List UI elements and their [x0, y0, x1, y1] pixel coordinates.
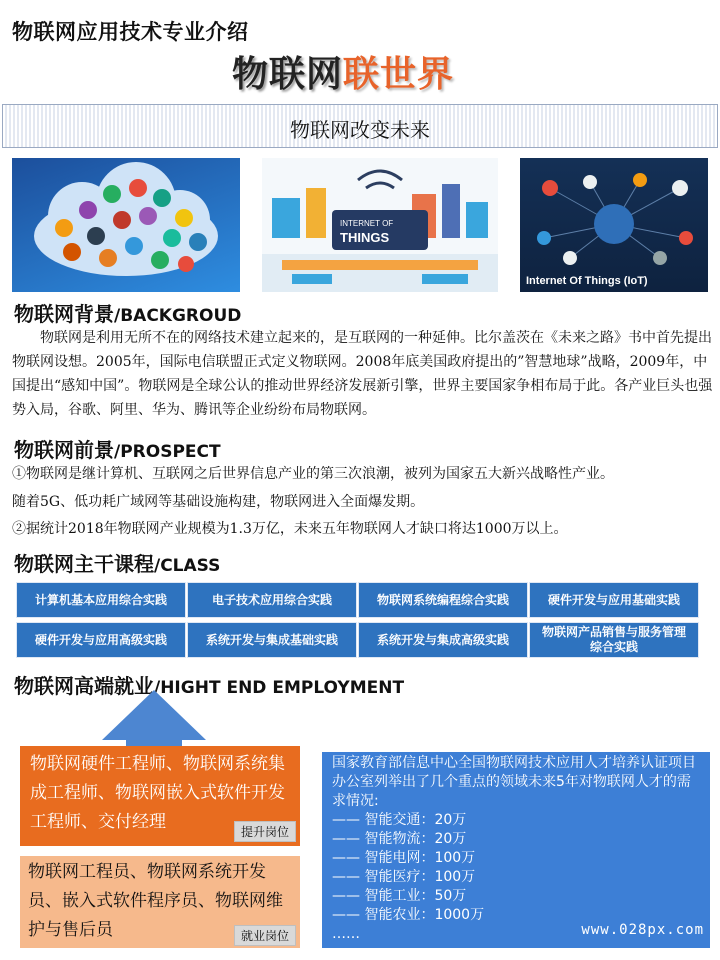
svg-text:INTERNET OF: INTERNET OF	[340, 219, 394, 228]
iot-cloud-image	[12, 158, 240, 292]
course-item: 系统开发与集成高级实践	[358, 622, 528, 658]
prospect-heading-zh: 物联网前景	[14, 438, 114, 462]
entry-jobs-tag: 就业岗位	[234, 925, 296, 946]
background-text: 物联网是利用无所不在的网络技术建立起来的，是互联网的一种延伸。比尔盖茨在《未来之路》书中首先提出物联网设想。2005年，国际电信联盟正式定义物联网。2008年底美国政府提出的”智慧地球”战略，2009年，中国提出“感知中国”。物联网是全球公认的推动世界经济发展新引擎，世界主要国家争相布局于此。各产业巨头也强势入局，谷歌、阿里、华为、腾讯等企业纷纷布局物联网。	[12, 330, 713, 418]
background-heading	[14, 298, 241, 327]
banner-text: 物联网改变未来	[290, 118, 430, 142]
course-item: 物联网系统编程综合实践	[358, 582, 528, 618]
watermark: www.028px.com	[581, 922, 704, 938]
talent-demand-text	[332, 754, 704, 944]
demand-item: —— 智能电网：100万	[332, 850, 476, 866]
up-arrow-icon	[102, 690, 206, 740]
entry-jobs-box	[20, 856, 300, 948]
course-item: 计算机基本应用综合实践	[16, 582, 186, 618]
entry-jobs-text: 物联网工程员、物联网系统开发员、嵌入式软件程序员、物联网维护与售后员	[28, 862, 283, 940]
talent-demand-box	[322, 752, 710, 948]
background-heading-en: /BACKGROUD	[114, 306, 242, 326]
cloud-hub-icon	[594, 204, 634, 244]
prospect-line-2: 随着5G、低功耗广域网等基础设施构建，物联网进入全面爆发期。	[12, 494, 425, 510]
class-heading-en: /CLASS	[154, 556, 221, 576]
advanced-jobs-tag: 提升岗位	[234, 821, 296, 842]
employment-heading	[14, 670, 404, 699]
demand-ellipsis: ……	[332, 926, 360, 942]
course-item: 物联网产品销售与服务管理综合实践	[529, 622, 699, 658]
demand-item: —— 智能物流：20万	[332, 831, 467, 847]
svg-text:THINGS: THINGS	[340, 230, 390, 245]
prospect-line-3: ②据统计2018年物联网产业规模为1.3万亿，未来五年物联网人才缺口将达1000万以上。	[12, 521, 568, 537]
brand-title-part1: 物联网	[232, 54, 344, 95]
iot-caption: Internet Of Things (IoT)	[526, 275, 648, 287]
class-heading	[14, 548, 220, 577]
demand-item: —— 智能工业：50万	[332, 888, 467, 904]
employment-heading-zh: 物联网高端就业	[14, 674, 154, 698]
prospect-line-1: ①物联网是继计算机、互联网之后世界信息产业的第三次浪潮，被列为国家五大新兴战略性产业。	[12, 466, 614, 482]
background-heading-zh: 物联网背景	[14, 302, 114, 326]
course-item: 电子技术应用综合实践	[187, 582, 357, 618]
iot-devices-image	[520, 158, 708, 292]
brand-title	[232, 46, 454, 97]
prospect-heading-en: /PROSPECT	[114, 442, 221, 462]
employment-heading-en: /HIGHT END EMPLOYMENT	[154, 678, 405, 698]
course-item: 硬件开发与应用高级实践	[16, 622, 186, 658]
prospect-heading	[14, 434, 221, 463]
course-item: 系统开发与集成基础实践	[187, 622, 357, 658]
advanced-jobs-box	[20, 746, 300, 846]
demand-item: —— 智能交通：20万	[332, 812, 467, 828]
class-heading-zh: 物联网主干课程	[14, 552, 154, 576]
talent-demand-intro: 国家教育部信息中心全国物联网技术应用人才培养认证项目办公室列举出了几个重点的领域未来5年对物联网人才的需求情况:	[332, 755, 696, 809]
brand-title-part2: 联世界	[343, 54, 455, 95]
course-item: 硬件开发与应用基础实践	[529, 582, 699, 618]
page-title: 物联网应用技术专业介绍	[12, 20, 249, 44]
banner	[2, 104, 718, 148]
internet-of-things-illustration	[262, 158, 498, 292]
advanced-jobs-text: 物联网硬件工程师、物联网系统集成工程师、物联网嵌入式软件开发工程师、交付经理	[30, 754, 285, 832]
demand-item: —— 智能农业：1000万	[332, 907, 485, 923]
demand-item: —— 智能医疗：100万	[332, 869, 476, 885]
